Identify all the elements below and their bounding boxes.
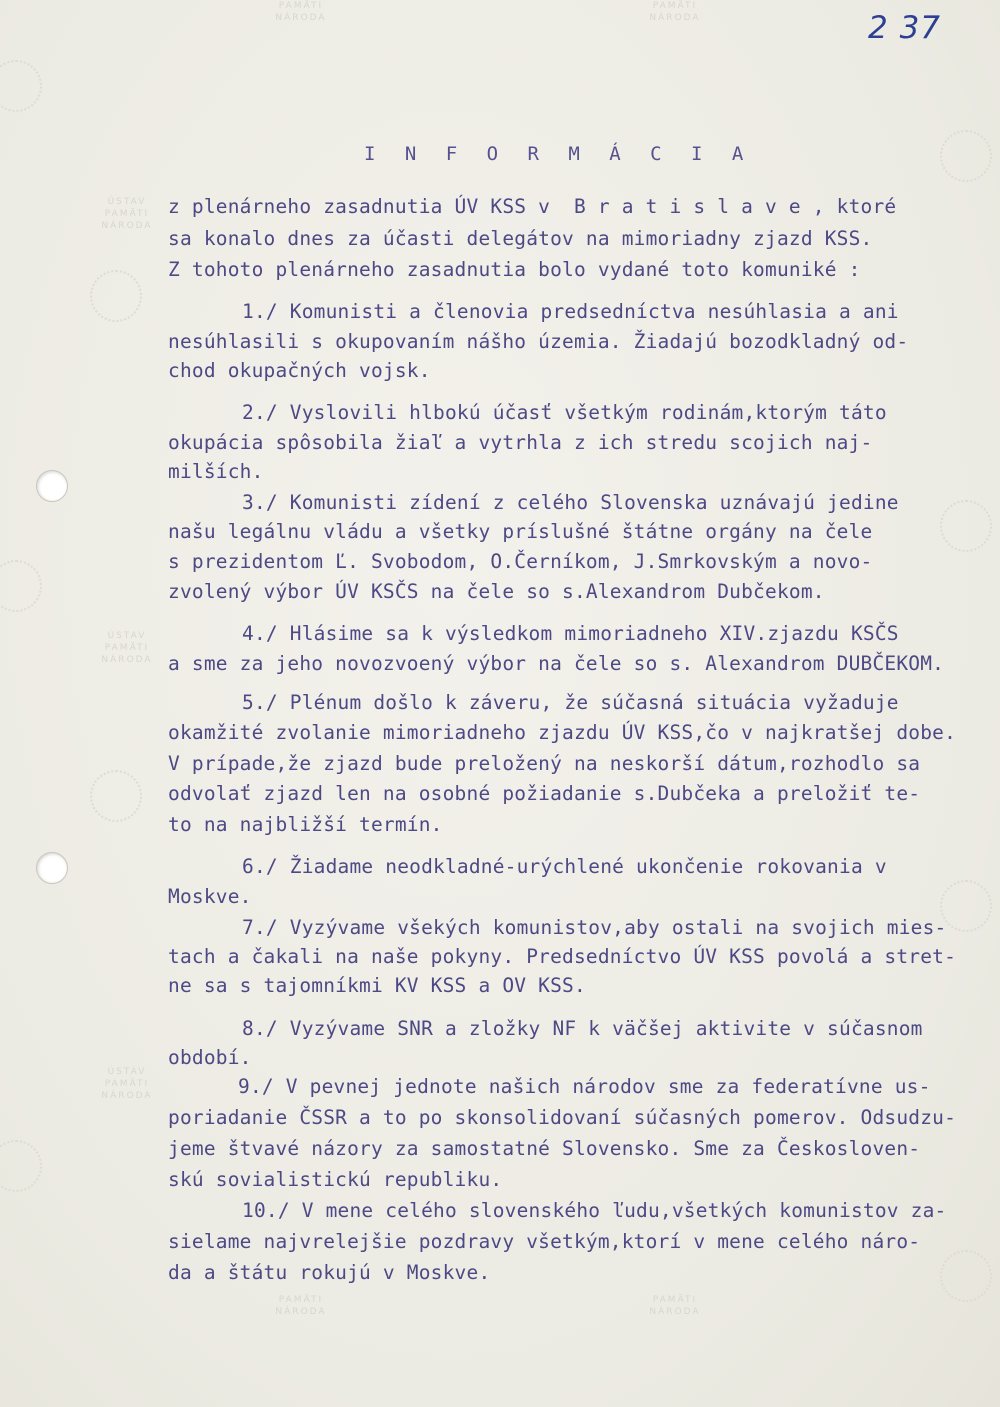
point-3-line: s prezidentom Ľ. Svobodom, O.Černíkom, J.Smrkovským a novo- [168,550,873,573]
watermark-sun-icon [0,60,42,112]
watermark-sun-icon [940,500,992,552]
watermark-text: PAMÄTI NÁRODA [649,1,701,23]
point-2-line: okupácia spôsobila žiaľ a vytrhla z ich stredu scojich naj- [168,431,873,454]
watermark-text: PAMÄTI NÁRODA [275,1,327,23]
watermark-sun-icon [0,1140,42,1192]
point-7-line: tach a čakali na naše pokyny. Predsedníctvo ÚV KSS povolá a stret- [168,945,957,968]
point-5-line: odvolať zjazd len na osobné požiadanie s.Dubčeka a preložiť te- [168,782,921,805]
point-9-line: poriadanie ČSSR a to po skonsolidovaní súčasných pomerov. Odsudzu- [168,1106,957,1129]
point-6-line: Moskve. [168,885,252,908]
watermark-sun-icon [0,560,42,612]
point-8-line: 8./ Vyzývame SNR a zložky NF k väčšej aktivite v súčasnom [242,1017,923,1040]
point-4-line: a sme za jeho novozvoený výbor na čele so s. Alexandrom DUBČEKOM. [168,652,945,675]
point-2-line: 2./ Vyslovili hlbokú účasť všetkým rodinám,ktorým táto [242,401,887,424]
folio-number: 2 37 [868,10,942,46]
watermark-sun-icon [940,1250,992,1302]
point-6-line: 6./ Žiadame neodkladné-urýchlené ukončenie rokovania v [242,855,887,878]
point-9-line: jeme štvavé názory za samostatné Slovensko. Sme za Českosloven- [168,1137,921,1160]
point-1-line: nesúhlasili s okupovaním nášho územia. Žiadajú bozodkladný od- [168,330,909,353]
point-3-line: zvolený výbor ÚV KSČS na čele so s.Alexandrom Dubčekom. [168,580,825,603]
point-10-line: 10./ V mene celého slovenského ľudu,všetkých komunistov za- [242,1199,947,1222]
watermark-text: PAMÄTI NÁRODA [649,1295,701,1317]
watermark-text: ÚSTAV PAMÄTI NÁRODA [101,631,153,665]
punch-hole-upper [36,470,68,502]
intro-line: Z tohoto plenárneho zasadnutia bolo vydané toto komuniké : [168,258,861,281]
point-5-line: 5./ Plénum došlo k záveru, že súčasná situácia vyžaduje [242,691,899,714]
point-5-line: to na najbližší termín. [168,813,443,836]
point-3-line: 3./ Komunisti zídení z celého Slovenska uznávajú jedine [242,491,899,514]
point-9-line: skú sovialistickú republiku. [168,1168,503,1191]
point-2-line: milších. [168,460,264,483]
watermark-sun-icon [90,270,142,322]
document-title: I N F O R M Á C I A [364,143,753,165]
intro-line: z plenárneho zasadnutia ÚV KSS v B r a t i s l a v e , ktoré [168,195,897,218]
point-5-line: okamžité zvolanie mimoriadneho zjazdu ÚV KSS,čo v najkratšej dobe. [168,721,957,744]
intro-line: sa konalo dnes za účasti delegátov na mimoriadny zjazd KSS. [168,227,873,250]
point-1-line: chod okupačných vojsk. [168,359,431,382]
watermark-text: ÚSTAV PAMÄTI NÁRODA [101,197,153,231]
watermark-text: PAMÄTI NÁRODA [275,1295,327,1317]
point-7-line: 7./ Vyzývame všekých komunistov,aby ostali na svojich mies- [242,916,947,939]
point-5-line: V prípade,že zjazd bude preložený na neskorší dátum,rozhodlo sa [168,752,921,775]
point-1-line: 1./ Komunisti a členovia predsedníctva nesúhlasia a ani [242,300,899,323]
watermark-text: ÚSTAV PAMÄTI NÁRODA [101,1067,153,1101]
point-7-line: ne sa s tajomníkmi KV KSS a OV KSS. [168,974,586,997]
point-9-line: 9./ V pevnej jednote našich národov sme za federatívne us- [238,1075,931,1098]
watermark-sun-icon [940,130,992,182]
watermark-sun-icon [90,770,142,822]
point-10-line: da a štátu rokujú v Moskve. [168,1261,491,1284]
point-4-line: 4./ Hlásime sa k výsledkom mimoriadneho XIV.zjazdu KSČS [242,622,899,645]
watermark-sun-icon [940,880,992,932]
point-3-line: našu legálnu vládu a všetky príslušné štátne orgány na čele [168,520,873,543]
point-10-line: sielame najvrelejšie pozdravy všetkým,ktorí v mene celého náro- [168,1230,921,1253]
point-8-line: období. [168,1046,252,1069]
punch-hole-lower [36,852,68,884]
